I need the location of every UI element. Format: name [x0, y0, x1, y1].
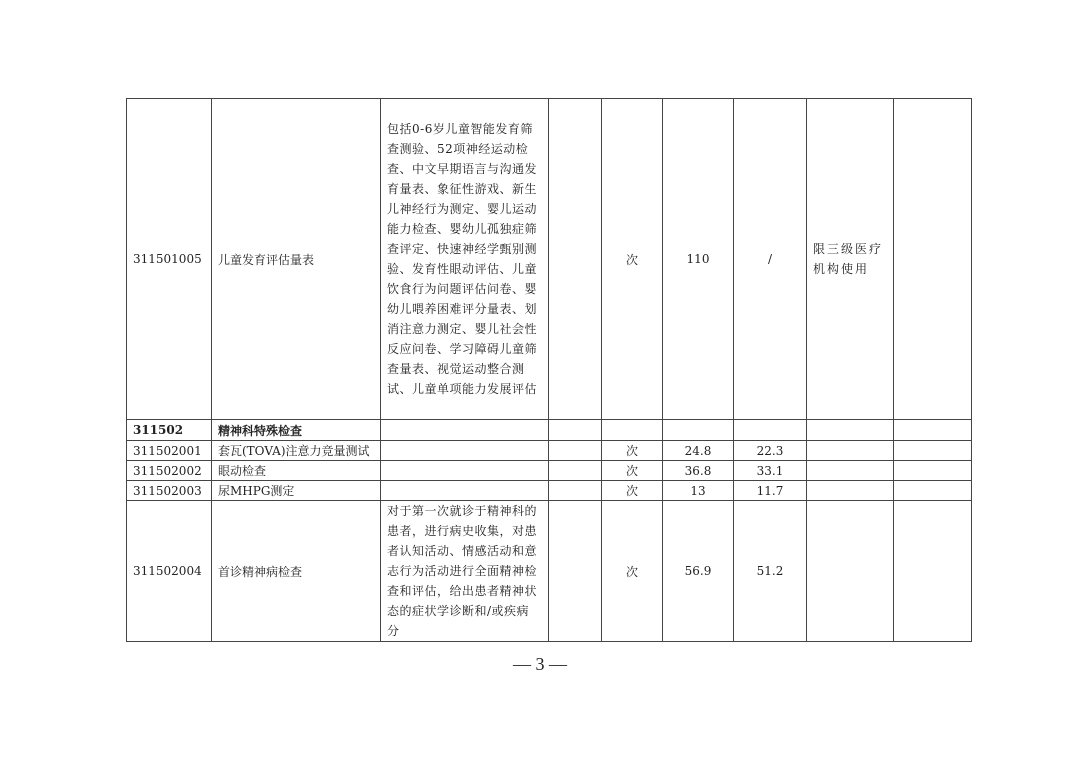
category-name: 精神科特殊检查 [212, 420, 381, 441]
item-price-1: 110 [663, 99, 734, 420]
item-unit: 次 [602, 461, 663, 481]
item-unit: 次 [602, 99, 663, 420]
item-price-2: 22.3 [734, 441, 807, 461]
category-code: 311502 [127, 420, 212, 441]
item-content-cell [381, 99, 549, 420]
table-row [127, 99, 972, 420]
table-row [127, 461, 972, 481]
item-code: 311501005 [127, 99, 212, 420]
table-row [127, 501, 972, 642]
page-number: — 3 — [513, 654, 567, 674]
item-content: 包括0-6岁儿童智能发育筛查测验、52项神经运动检查、中文早期语言与沟通发育量表、象征性游戏、新生儿神经行为测定、婴儿运动能力检查、婴幼儿孤独症筛查评定、快速神经学甄别测验、发育性眼动评估、儿童饮食行为问题评估问卷、婴幼儿喂养困难评分量表、划消注意力测定、婴儿社会性反应问卷、学习障碍儿童筛查量表、视觉运动整合测试、儿童单项能力发展评估 [387, 122, 538, 396]
item-name: 尿MHPG测定 [212, 481, 381, 501]
item-name: 儿童发育评估量表 [212, 99, 381, 420]
item-name: 套瓦(TOVA)注意力竞量测试 [212, 441, 381, 461]
item-code: 311502004 [127, 501, 212, 642]
item-price-2: 33.1 [734, 461, 807, 481]
item-content: 对于第一次就诊于精神科的患者，进行病史收集，对患者认知活动、情感活动和意志行为活动进行全面精神检查和评估，给出患者精神状态的症状学诊断和/或疾病分 [387, 504, 538, 638]
item-price-2: / [734, 99, 807, 420]
item-price-1: 56.9 [663, 501, 734, 642]
table-row [127, 441, 972, 461]
item-unit: 次 [602, 441, 663, 461]
table-row [127, 481, 972, 501]
item-content-cell [381, 501, 549, 642]
item-price-1: 36.8 [663, 461, 734, 481]
item-name: 眼动检查 [212, 461, 381, 481]
item-price-1: 13 [663, 481, 734, 501]
item-unit: 次 [602, 481, 663, 501]
item-code: 311502003 [127, 481, 212, 501]
item-note: 限三级医疗机构使用 [813, 242, 884, 276]
item-price-2: 51.2 [734, 501, 807, 642]
item-extra [894, 99, 972, 420]
item-note-cell [807, 99, 894, 420]
item-code: 311502002 [127, 461, 212, 481]
table-row [127, 420, 972, 441]
item-price-2: 11.7 [734, 481, 807, 501]
item-exclusions [549, 99, 602, 420]
item-code: 311502001 [127, 441, 212, 461]
fee-table [126, 98, 972, 642]
item-unit: 次 [602, 501, 663, 642]
item-name: 首诊精神病检查 [212, 501, 381, 642]
item-price-1: 24.8 [663, 441, 734, 461]
